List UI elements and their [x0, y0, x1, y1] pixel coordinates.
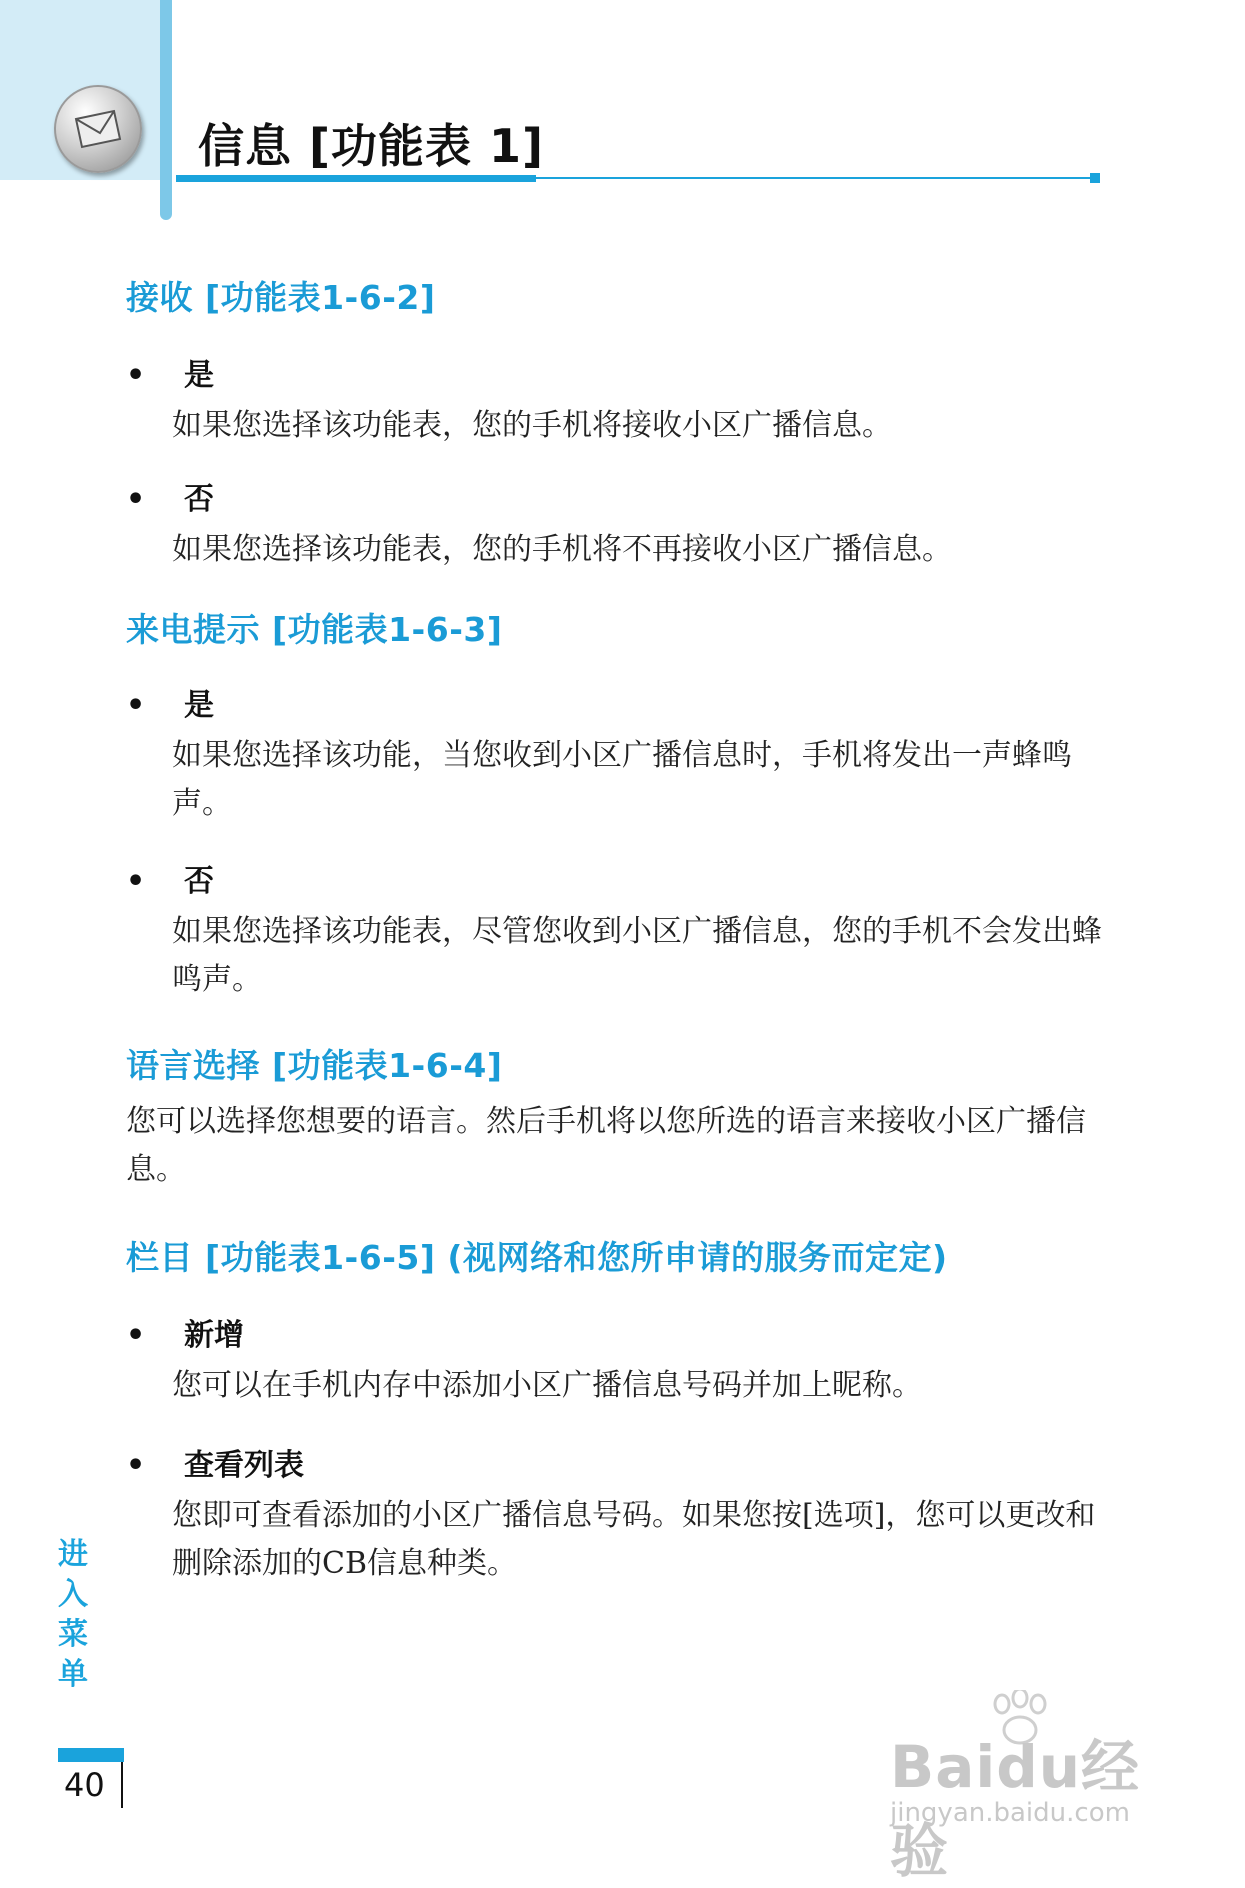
section-heading: 来电提示 [功能表1-6-3] — [126, 610, 503, 649]
watermark-logo: Baidu经验 — [890, 1733, 1141, 1885]
bullet-item — [126, 350, 214, 394]
watermark — [880, 1690, 1180, 1885]
item-description: 如果您选择该功能表，尽管您收到小区广播信息，您的手机不会发出蜂鸣声。 — [172, 914, 1102, 997]
title-underline — [176, 175, 536, 182]
section-heading: 栏目 [功能表1-6-5] (视网络和您所申请的服务而定定) — [126, 1238, 948, 1277]
bullet-item — [126, 474, 214, 518]
side-section-label: 进入菜单 — [58, 1537, 88, 1692]
bullet-label: 是 — [184, 358, 214, 393]
item-description: 如果您选择该功能表，您的手机将不再接收小区广播信息。 — [172, 532, 952, 567]
bullet-item — [126, 1440, 304, 1484]
section-description: 您可以选择您想要的语言。然后手机将以您所选的语言来接收小区广播信息。 — [126, 1104, 1086, 1187]
bullet-label: 新增 — [184, 1318, 244, 1353]
section-heading: 语言选择 [功能表1-6-4] — [126, 1046, 503, 1085]
bullet-dot: • — [126, 358, 146, 393]
item-description: 如果您选择该功能表，您的手机将接收小区广播信息。 — [172, 408, 892, 443]
bullet-item — [126, 1310, 244, 1354]
title-rule — [536, 177, 1096, 179]
title-rule-end — [1090, 173, 1100, 183]
item-description: 您即可查看添加的小区广播信息号码。如果您按[选项]，您可以更改和删除添加的CB信息种类。 — [172, 1498, 1096, 1581]
page-title: 信息 [功能表 1] — [198, 119, 545, 173]
item-description: 如果您选择该功能，当您收到小区广播信息时，手机将发出一声蜂鸣声。 — [172, 738, 1072, 821]
page-number-bar — [58, 1748, 124, 1762]
bullet-dot: • — [126, 688, 146, 723]
watermark-url: jingyan.baidu.com — [890, 1798, 1130, 1828]
bullet-label: 否 — [184, 864, 214, 899]
page-number-rule — [121, 1762, 123, 1808]
bullet-dot: • — [126, 482, 146, 517]
item-description: 您可以在手机内存中添加小区广播信息号码并加上昵称。 — [172, 1368, 922, 1403]
page-number: 40 — [64, 1766, 105, 1804]
bullet-dot: • — [126, 1318, 146, 1353]
bullet-label: 查看列表 — [184, 1448, 304, 1483]
bullet-label: 否 — [184, 482, 214, 517]
bullet-item — [126, 856, 214, 900]
bullet-item — [126, 680, 214, 724]
section-heading: 接收 [功能表1-6-2] — [126, 278, 436, 317]
bullet-label: 是 — [184, 688, 214, 723]
corner-bar — [160, 0, 172, 220]
envelope-icon — [54, 85, 142, 173]
bullet-dot: • — [126, 864, 146, 899]
bullet-dot: • — [126, 1448, 146, 1483]
